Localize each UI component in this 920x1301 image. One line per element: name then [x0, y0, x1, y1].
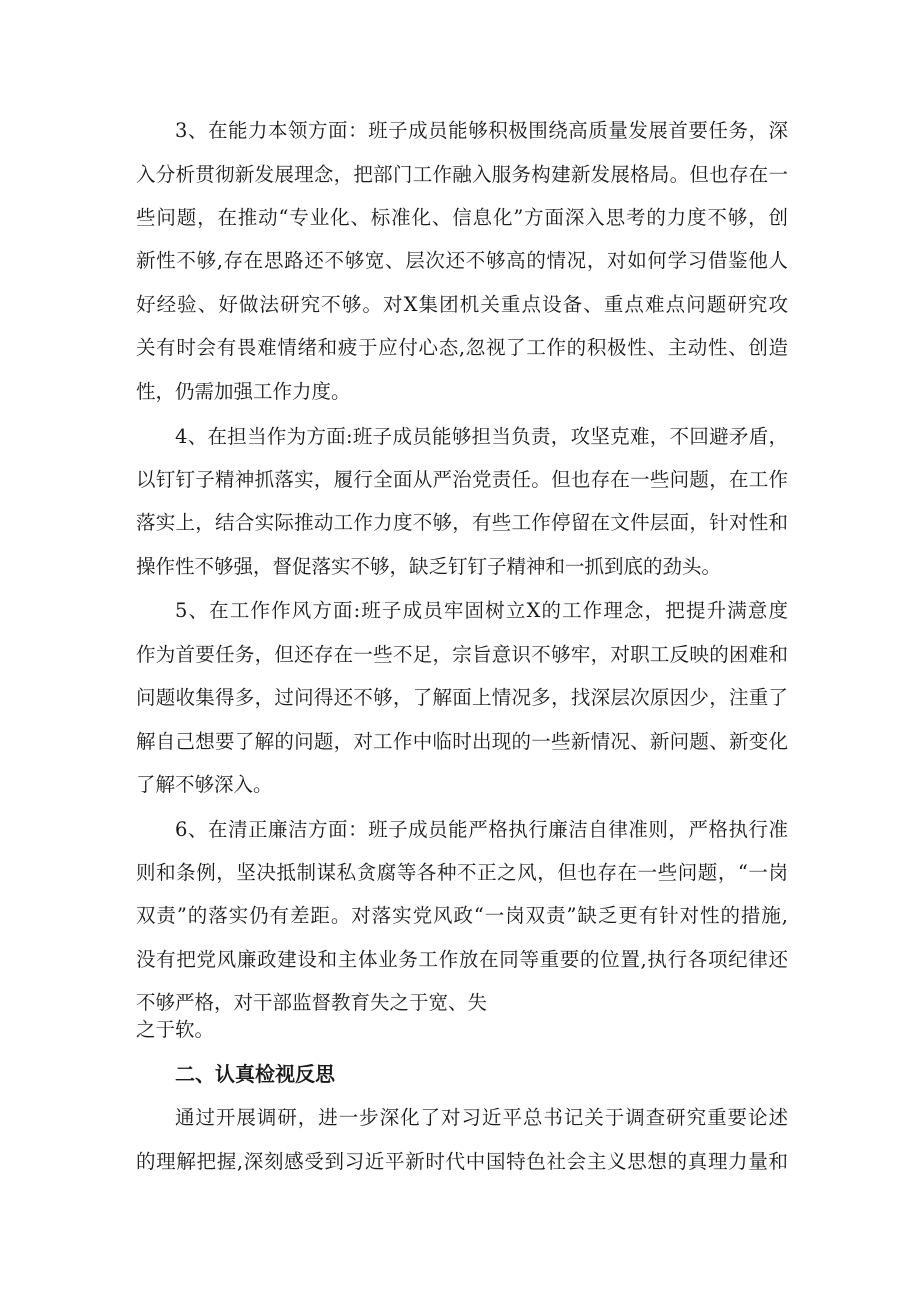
section-heading: 二、认真检视反思 — [175, 1062, 335, 1086]
text-line: 操作性不够强，督促落实不够，缺乏钉钉子精神和一抓到底的劲头。 — [136, 555, 722, 578]
text-line: 落实上，结合实际推动工作力度不够，有些工作停留在文件层面，针对性和 — [136, 511, 788, 534]
text-line: 5、在工作作风方面:班子成员牢固树立X的工作理念，把提升满意度 — [175, 599, 788, 622]
text-line: 好经验、好做法研究不够。对X集团机关重点设备、重点难点问题研究攻 — [136, 293, 788, 316]
text-line: 关有时会有畏难情绪和疲于应付心态,忽视了工作的积极性、主动性、创造 — [136, 336, 788, 359]
text-line: 以钉钉子精神抓落实，履行全面从严治党责任。但也存在一些问题，在工作 — [136, 468, 788, 491]
text-line: 问题收集得多，过问得还不够，了解面上情况多，找深层次原因少，注重了 — [136, 686, 788, 709]
text-line: 些问题，在推动“专业化、标准化、信息化”方面深入思考的力度不够，创 — [136, 206, 788, 229]
text-line: 的理解把握,深刻感受到习近平新时代中国特色社会主义思想的真理力量和 — [136, 1150, 788, 1173]
text-line: 新性不够,存在思路还不够宽、层次还不够高的情况，对如何学习借鉴他人 — [136, 249, 788, 272]
text-line: 双责”的落实仍有差距。对落实党风政“一岗双责”缺乏更有针对性的措施, — [136, 904, 788, 927]
text-line: 6、在清正廉洁方面：班子成员能严格执行廉洁自律准则，严格执行准 — [175, 818, 788, 841]
text-line: 之于软。 — [136, 1018, 215, 1041]
text-line: 作为首要任务，但还存在一些不足，宗旨意识不够牢，对职工反映的困难和 — [136, 643, 788, 666]
text-line: 入分析贯彻新发展理念，把部门工作融入服务构建新发展格局。但也存在一 — [136, 163, 788, 186]
text-line: 了解不够深入。 — [136, 773, 273, 796]
text-line: 没有把党风廉政建设和主体业务工作放在同等重要的位置,执行各项纪律还 — [136, 948, 788, 971]
text-line: 则和条例，坚决抵制谋私贪腐等各种不正之风，但也存在一些问题，“一岗 — [136, 861, 788, 884]
text-line: 性，仍需加强工作力度。 — [136, 380, 351, 403]
text-line: 解自己想要了解的问题，对工作中临时出现的一些新情况、新问题、新变化 — [136, 730, 788, 753]
text-line: 不够严格，对干部监督教育失之于宽、失 — [136, 991, 488, 1014]
text-line: 4、在担当作为方面:班子成员能够担当负责，攻坚克难，不回避矛盾， — [175, 425, 788, 448]
text-line: 通过开展调研，进一步深化了对习近平总书记关于调查研究重要论述 — [175, 1106, 788, 1129]
text-line: 3、在能力本领方面：班子成员能够积极围绕高质量发展首要任务，深 — [175, 119, 788, 142]
